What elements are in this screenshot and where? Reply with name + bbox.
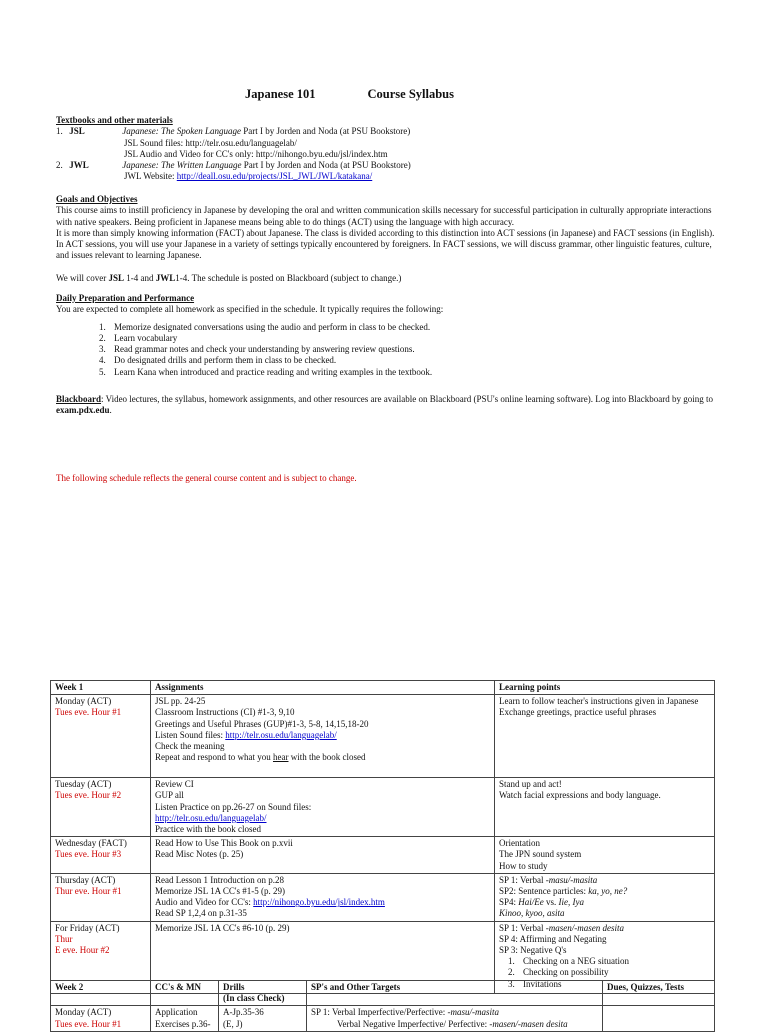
table-row: Tuesday (ACT) Tues eve. Hour #2 Review CI GUP all Listen Practice on pp.26-27 on Sound files: http://telr.osu.edu/languagelab/ Practice with the book closed Stand up and act! Watch facial expressions and body language. bbox=[51, 778, 715, 837]
week2-header: Week 2 bbox=[51, 981, 151, 1006]
table-header-row bbox=[51, 981, 715, 1006]
list-item: 2. Learn vocabulary bbox=[108, 333, 716, 344]
list-item: 1. Memorize designated conversations using the audio and perform in class to be checked. bbox=[108, 322, 716, 333]
daily-section bbox=[56, 293, 716, 378]
daily-intro: You are expected to complete all homework as specified in the schedule. It typically requires the following: bbox=[56, 304, 444, 315]
list-item: 3. Read grammar notes and check your understanding by answering review questions. bbox=[108, 344, 716, 355]
goals-paragraph-1: This course aims to instill proficiency in Japanese by developing the oral and written communication skills necessary for successful participation in culturally appropriate interactions with native speakers. Being proficient in Japanese means being able to do things (ACT) using the language with high accuracy. bbox=[56, 205, 712, 227]
table-row: Wednesday (FACT) Tues eve. Hour #3 Read How to Use This Book on p.xvii Read Misc Notes (p. 25) Orientation The JPN sound system How to study bbox=[51, 837, 715, 874]
blackboard-section: Blackboard: Video lectures, the syllabus, homework assignments, and other resources are available on Blackboard (PSU's online learning software). Log into Blackboard by going to exam.pdx.edu. bbox=[56, 394, 714, 416]
textbook-item-jsl: 1. JSL Japanese: The Spoken Language Part I by Jorden and Noda (at PSU Bookstore) bbox=[56, 126, 411, 137]
blackboard-label: Blackboard bbox=[56, 394, 102, 404]
audio-video-link[interactable]: http://nihongo.byu.edu/jsl/index.htm bbox=[253, 897, 385, 908]
sound-files-link[interactable]: http://telr.osu.edu/languagelab/ bbox=[155, 812, 267, 823]
sound-files-link[interactable]: http://telr.osu.edu/languagelab/ bbox=[225, 729, 337, 740]
sp-targets-header: SP's and Other Targets bbox=[307, 981, 603, 1006]
list-item: 3. Invitations bbox=[517, 979, 710, 990]
goals-heading: Goals and Objectives bbox=[56, 194, 138, 204]
jsl-audio-video: JSL Audio and Video for CC's only: http://nihongo.byu.edu/jsl/index.htm bbox=[124, 148, 388, 159]
week2-table bbox=[50, 980, 715, 1032]
goals-section bbox=[56, 194, 716, 284]
textbooks-section bbox=[56, 115, 716, 183]
table-row: Monday (ACT) Tues eve. Hour #1 JSL pp. 24-25 Classroom Instructions (CI) #1-3, 9,10 Greetings and Useful Phrases (GUP)#1-3, 5-8, 14,15,18-20 Listen Sound files: http://telr.osu.edu/languagelab/ Check the meaning Repeat and respond to what you hear with the book closed Learn to follow teacher's instructions given in Japanese Exchange greetings, practice useful phrases bbox=[51, 695, 715, 778]
textbook-item-jwl: 2. JWL Japanese: The Written Language Part I by Jorden and Noda (at PSU Bookstore) bbox=[56, 160, 411, 171]
table-row: Thursday (ACT) Thur eve. Hour #1 Read Lesson 1 Introduction on p.28 Memorize JSL 1A CC's #1-5 (p. 29) Audio and Video for CC's: http://nihongo.byu.edu/jsl/index.htm Read SP 1,2,4 on p.31-35 SP 1: Verbal -masu/-masita SP2: Sentence particles: ka, yo, ne? SP4: Hai/Ee vs. Iie, Iya Kinoo, kyoo, asita bbox=[51, 873, 715, 921]
jsl-sound-files: JSL Sound files: http://telr.osu.edu/languagelab/ bbox=[124, 137, 297, 148]
textbooks-heading: Textbooks and other materials bbox=[56, 115, 173, 125]
jwl-website-link[interactable]: http://deall.osu.edu/projects/JSL_JWL/JWL/katakana/ bbox=[176, 171, 373, 182]
list-item: 2. Checking on possibility bbox=[517, 967, 710, 978]
goals-paragraph-2: It is more than simply knowing information (FACT) about Japanese. The class is divided according to this distinction into ACT sessions (in Japanese) and FACT sessions (in English). In ACT sessions, you will use your Japanese in a variety of settings typically encountered by foreigners. In FACT sessions, we will discuss grammar, other linguistic features, culture, and issues relevant to learning Japanese. bbox=[56, 227, 715, 261]
table-header-row bbox=[51, 681, 715, 695]
assignments-header: Assignments bbox=[151, 681, 495, 695]
week1-table bbox=[50, 680, 715, 994]
list-item: 4. Do designated drills and perform them in class to be checked. bbox=[108, 355, 716, 366]
table-row: For Friday (ACT) Thur E eve. Hour #2 Memorize JSL 1A CC's #6-10 (p. 29) SP 1: Verbal -masen/-masen desita SP 4: Affirming and Negating SP 3: Negative Q's 1. Checking on a NEG situation 2. Checking on possibility 3. Invitations bbox=[51, 921, 715, 993]
blackboard-url[interactable]: exam.pdx.edu bbox=[56, 405, 110, 416]
list-item: 5. Learn Kana when introduced and practice reading and writing examples in the textbook. bbox=[108, 367, 716, 378]
daily-list bbox=[56, 322, 716, 378]
week1-header: Week 1 bbox=[51, 681, 151, 695]
page-title bbox=[245, 89, 454, 100]
coverage-line: We will cover JSL 1-4 and JWL1-4. The schedule is posted on Blackboard (subject to change.) bbox=[56, 272, 402, 283]
schedule-note: The following schedule reflects the general course content and is subject to change. bbox=[56, 473, 357, 483]
jwl-website: JWL Website: http://deall.osu.edu/projects/JSL_JWL/JWL/katakana/ bbox=[124, 171, 373, 182]
course-title: Japanese 101 bbox=[245, 87, 316, 101]
dues-header: Dues, Quizzes, Tests bbox=[603, 981, 715, 1006]
doc-title: Course Syllabus bbox=[367, 87, 454, 101]
table-row: Monday (ACT) Tues eve. Hour #1 Application Exercises p.36- A-Jp.35-36 (E, J) SP 1: Verbal Imperfective/Perfective: -masu/-masita Verbal Negative Imperfective/ Perfective: -masen/-masen desita bbox=[51, 1006, 715, 1031]
learning-points-header: Learning points bbox=[495, 681, 715, 695]
drills-header: Drills (In class Check) bbox=[219, 981, 307, 1006]
daily-heading: Daily Preparation and Performance bbox=[56, 293, 195, 303]
cc-mn-header: CC's & MN bbox=[151, 981, 219, 1006]
list-item: 1. Checking on a NEG situation bbox=[517, 956, 710, 967]
